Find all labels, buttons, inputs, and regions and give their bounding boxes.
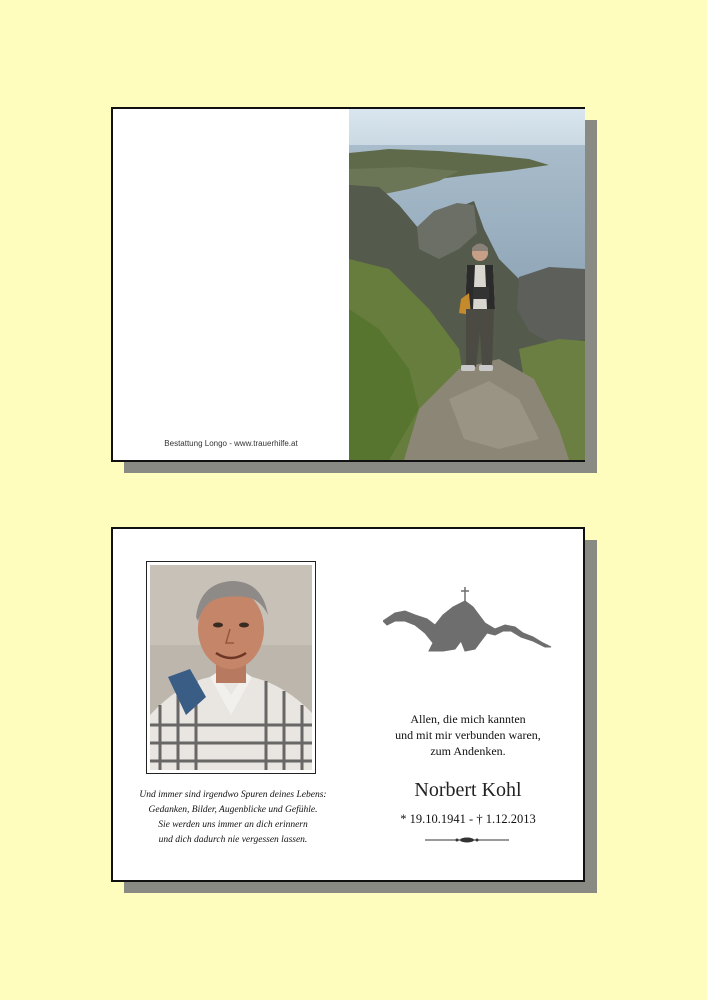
summit-cross-mountain-icon [383, 585, 553, 655]
funeral-home-credit: Bestattung Longo - www.trauerhilfe.at [164, 439, 298, 448]
coastal-hike-photo [349, 109, 585, 460]
portrait-photo-frame [146, 561, 316, 774]
ornament-divider-icon [425, 835, 509, 845]
deceased-name: Norbert Kohl [414, 779, 522, 801]
poem-line: Und immer sind irgendwo Spuren deines Lebens: [139, 790, 327, 800]
dedication [353, 711, 583, 759]
poem-line: und dich dadurch nie vergessen lassen. [158, 835, 308, 845]
portrait-photo [150, 565, 312, 770]
dedication-line: zum Andenken. [430, 744, 506, 758]
card-inside [111, 527, 585, 882]
dedication-line: und mit mir verbunden waren, [395, 728, 541, 742]
memorial-poem [123, 788, 343, 848]
poem-line: Sie werden uns immer an dich erinnern [158, 820, 308, 830]
life-dates: * 19.10.1941 - † 1.12.2013 [400, 812, 536, 826]
poem-line: Gedanken, Bilder, Augenblicke und Gefühle. [148, 805, 318, 815]
card-front [111, 107, 585, 462]
dedication-line: Allen, die mich kannten [410, 712, 526, 726]
